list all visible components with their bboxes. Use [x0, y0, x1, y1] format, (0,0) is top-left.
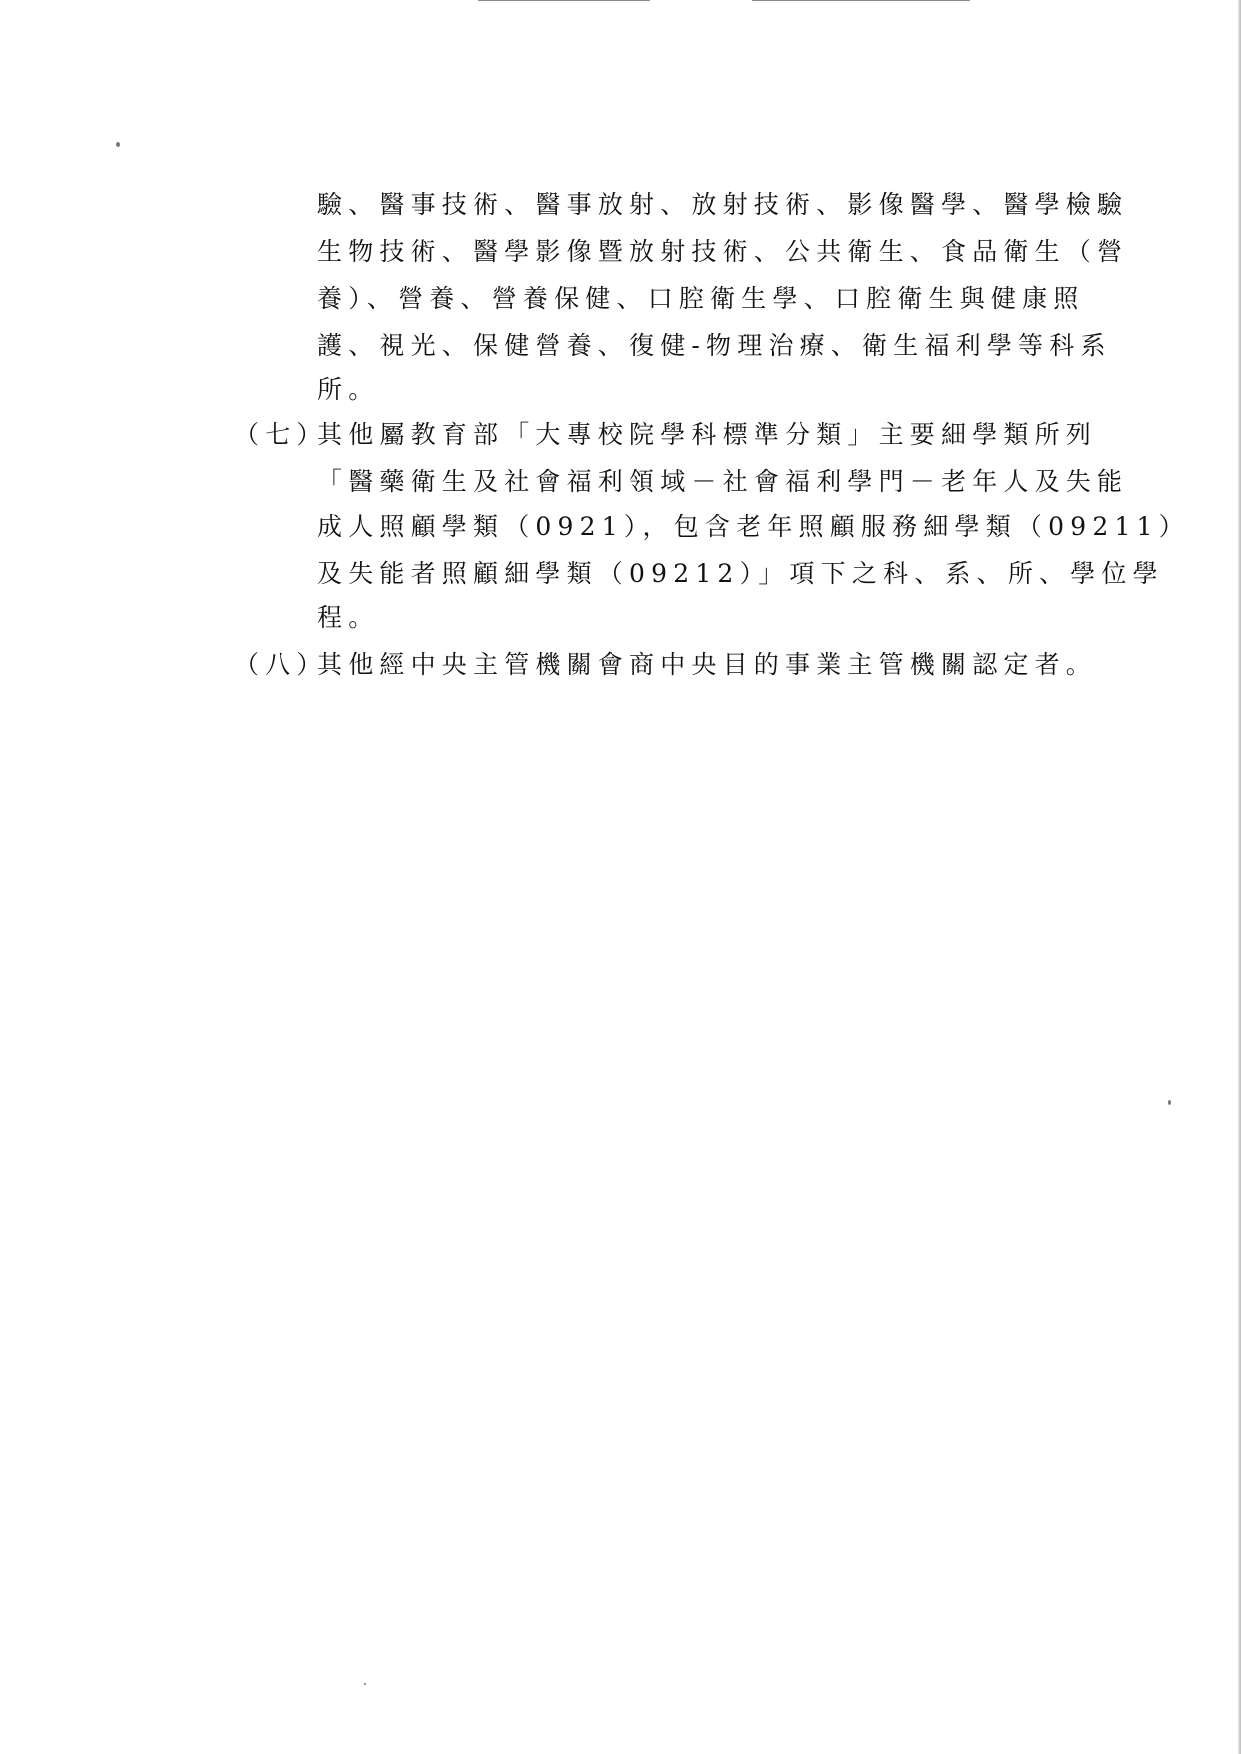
item8-marker: （八）	[234, 650, 328, 679]
item7-line: 及失能者照顧細學類（09212）」項下之科、系、所、學位學	[317, 559, 1164, 588]
item6-line: 驗、醫事技術、醫事放射、放射技術、影像醫學、醫學檢驗	[317, 190, 1129, 219]
item6-line: 養）、營養、營養保健、口腔衛生學、口腔衛生與健康照	[317, 284, 1085, 313]
item7-line: 成人照顧學類（0921），包含老年照顧服務細學類（09211）	[317, 512, 1190, 541]
item6-line: 所。	[317, 375, 380, 404]
item8-line: 其他經中央主管機關會商中央目的事業主管機關認定者。	[317, 650, 1098, 679]
scan-speck	[1168, 1100, 1171, 1105]
item7-line: 程。	[317, 603, 380, 632]
item7-line: 「醫藥衛生及社會福利領域－社會福利學門－老年人及失能	[317, 467, 1129, 496]
scan-line	[752, 0, 970, 1]
scan-speck	[364, 1683, 366, 1685]
scan-speck	[116, 142, 120, 147]
item6-line: 護、視光、保健營養、復健-物理治療、衛生福利學等科系	[317, 331, 1112, 360]
item6-line: 生物技術、醫學影像暨放射技術、公共衛生、食品衛生（營	[317, 237, 1129, 266]
item7-marker: （七）	[234, 420, 328, 449]
item7-line: 其他屬教育部「大專校院學科標準分類」主要細學類所列	[317, 420, 1098, 449]
scan-line	[478, 0, 650, 1]
